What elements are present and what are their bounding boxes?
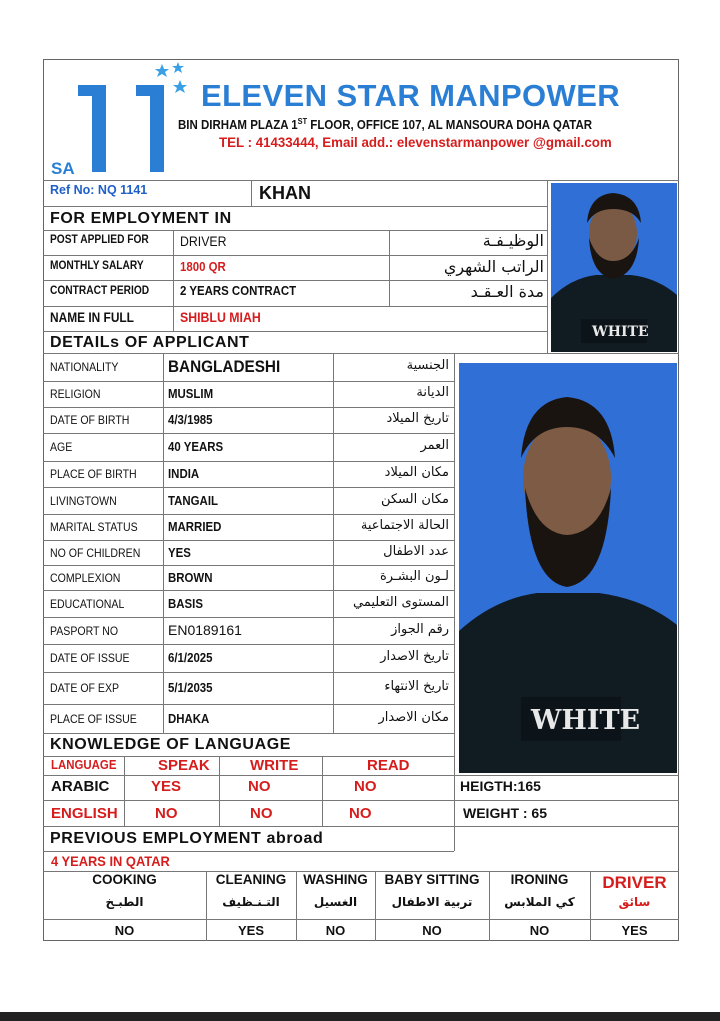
row-divider bbox=[43, 487, 454, 488]
age-label: AGE bbox=[50, 440, 73, 454]
post-applied-value: DRIVER bbox=[180, 233, 227, 249]
language-arabic-speak: YES bbox=[151, 778, 182, 795]
language-english-read: NO bbox=[349, 805, 372, 822]
place-of-birth-value: INDIA bbox=[168, 466, 200, 481]
ref-number: Ref No: NQ 1141 bbox=[50, 183, 148, 197]
date-of-issue-label: DATE OF ISSUE bbox=[50, 651, 130, 665]
skill-driver-arabic: سائق bbox=[618, 895, 651, 909]
date-of-birth-arabic: تاريخ الميلاد bbox=[386, 411, 449, 426]
row-divider bbox=[43, 407, 454, 408]
skill-baby-sitting-arabic: تربية الاطفال bbox=[391, 895, 473, 909]
skill-column-divider bbox=[206, 871, 207, 941]
language-header-speak: SPEAK bbox=[158, 757, 210, 774]
previous-employment-title: PREVIOUS EMPLOYMENT abroad bbox=[50, 830, 324, 847]
row-divider bbox=[43, 672, 454, 673]
row-divider bbox=[43, 617, 454, 618]
date-of-exp-label: DATE OF EXP bbox=[50, 681, 120, 695]
weight-value: WEIGHT : 65 bbox=[463, 805, 548, 821]
applicant-photo-small bbox=[551, 183, 677, 352]
language-english-write: NO bbox=[250, 805, 273, 822]
skill-column-divider bbox=[296, 871, 297, 941]
religion-value: MUSLIM bbox=[168, 386, 214, 401]
date-of-birth-value: 4/3/1985 bbox=[168, 412, 213, 427]
no-of-children-arabic: عدد الاطفال bbox=[383, 544, 449, 559]
skill-cleaning-label: CLEANING bbox=[215, 872, 287, 887]
skill-ironing-label: IRONING bbox=[510, 872, 569, 887]
name-label: NAME IN FULL bbox=[50, 309, 134, 325]
livingtown-value: TANGAIL bbox=[168, 493, 218, 508]
row-divider bbox=[43, 590, 454, 591]
language-header-write: WRITE bbox=[250, 757, 299, 774]
address-part2: FLOOR, OFFICE 107, AL MANSOURA DOHA QATAR bbox=[307, 118, 593, 133]
height-value: HEIGTH:165 bbox=[460, 778, 541, 794]
skill-column-divider bbox=[489, 871, 490, 941]
place-of-issue-arabic: مكان الاصدار bbox=[378, 710, 449, 725]
address-sup: ST bbox=[297, 117, 308, 126]
place-of-issue-label: PLACE OF ISSUE bbox=[50, 712, 137, 726]
skill-ironing-value: NO bbox=[529, 923, 550, 938]
nationality-value: BANGLADESHI bbox=[168, 357, 281, 376]
skill-cooking-label: COOKING bbox=[92, 872, 157, 887]
row-divider bbox=[43, 704, 454, 705]
educational-arabic: المستوى التعليمي bbox=[353, 595, 449, 610]
post-applied-label: POST APPLIED FOR bbox=[50, 232, 149, 246]
row-divider bbox=[43, 381, 454, 382]
applicant-title: DETAILs OF APPLICANT bbox=[50, 334, 250, 351]
place-of-issue-value: DHAKA bbox=[168, 711, 210, 726]
language-english-speak: NO bbox=[155, 805, 178, 822]
logo-prefix: SA bbox=[51, 159, 75, 178]
date-of-issue-arabic: تاريخ الاصدار bbox=[380, 649, 449, 664]
skill-column-divider bbox=[375, 871, 376, 941]
company-logo bbox=[48, 60, 198, 178]
skill-washing-label: WASHING bbox=[303, 872, 368, 887]
row-divider bbox=[43, 514, 454, 515]
company-name: ELEVEN STAR MANPOWER bbox=[201, 78, 621, 113]
date-of-birth-label: DATE OF BIRTH bbox=[50, 413, 130, 427]
skill-baby-sitting-label: BABY SITTING bbox=[384, 872, 480, 887]
place-of-birth-label: PLACE OF BIRTH bbox=[50, 467, 137, 481]
language-arabic-write: NO bbox=[248, 778, 271, 795]
nationality-label: NATIONALITY bbox=[50, 360, 119, 374]
religion-label: RELIGION bbox=[50, 387, 101, 401]
marital-status-label: MARITAL STATUS bbox=[50, 520, 138, 534]
contract-label: CONTRACT PERIOD bbox=[50, 283, 150, 297]
previous-employment-summary: 4 YEARS IN QATAR bbox=[51, 853, 170, 869]
date-of-exp-value: 5/1/2035 bbox=[168, 680, 213, 695]
pasport-no-arabic: رقم الجواز bbox=[391, 622, 449, 637]
small-shirt-text: WHITE bbox=[592, 324, 649, 340]
row-divider bbox=[43, 540, 454, 541]
skill-ironing-arabic: كي الملابس bbox=[504, 895, 575, 909]
educational-label: EDUCATIONAL bbox=[50, 597, 125, 611]
age-arabic: العمر bbox=[420, 438, 449, 453]
no-of-children-label: NO OF CHILDREN bbox=[50, 546, 141, 560]
pasport-no-value: EN0189161 bbox=[168, 622, 242, 638]
complexion-label: COMPLEXION bbox=[50, 571, 121, 585]
surname: KHAN bbox=[259, 183, 311, 203]
row-divider bbox=[43, 565, 454, 566]
skill-washing-value: NO bbox=[325, 923, 346, 938]
bottom-edge bbox=[0, 1012, 720, 1021]
educational-value: BASIS bbox=[168, 596, 203, 611]
skill-washing-arabic: الغسيل bbox=[313, 895, 358, 909]
date-of-exp-arabic: تاريخ الانتهاء bbox=[384, 679, 449, 694]
skill-baby-sitting-value: NO bbox=[422, 923, 442, 938]
language-header-read: READ bbox=[367, 757, 410, 774]
name-value: SHIBLU MIAH bbox=[180, 309, 261, 325]
row-divider bbox=[43, 433, 454, 434]
language-arabic-read: NO bbox=[354, 778, 377, 795]
language-english: ENGLISH bbox=[51, 805, 118, 822]
skill-cooking-arabic: الطبـخ bbox=[105, 895, 144, 909]
post-applied-arabic: الوظيـفـة bbox=[482, 231, 544, 250]
pasport-no-label: PASPORT NO bbox=[50, 624, 119, 638]
skill-driver-value: YES bbox=[621, 923, 648, 938]
complexion-value: BROWN bbox=[168, 570, 213, 585]
address-part1: BIN DIRHAM PLAZA 1 bbox=[178, 118, 298, 133]
skill-cleaning-arabic: التـنـظيف bbox=[222, 895, 280, 909]
row-divider bbox=[43, 461, 454, 462]
place-of-birth-arabic: مكان الميلاد bbox=[384, 465, 449, 480]
livingtown-arabic: مكان السكن bbox=[380, 492, 449, 507]
no-of-children-value: YES bbox=[168, 545, 191, 560]
skill-cooking-value: NO bbox=[114, 923, 135, 938]
row-divider bbox=[43, 644, 454, 645]
language-arabic: ARABIC bbox=[51, 778, 110, 795]
contract-arabic: مدة العـقـد bbox=[470, 282, 544, 301]
salary-label: MONTHLY SALARY bbox=[50, 258, 144, 272]
date-of-issue-value: 6/1/2025 bbox=[168, 650, 213, 665]
applicant-photo-large bbox=[459, 363, 677, 773]
skill-driver-label: DRIVER bbox=[602, 873, 667, 892]
salary-value: 1800 QR bbox=[180, 259, 226, 274]
employment-title: FOR EMPLOYMENT IN bbox=[50, 210, 232, 227]
contract-value: 2 YEARS CONTRACT bbox=[180, 283, 297, 298]
skill-column-divider bbox=[590, 871, 591, 941]
language-title: KNOWLEDGE OF LANGUAGE bbox=[50, 736, 292, 753]
salary-arabic: الراتب الشهري bbox=[443, 257, 544, 276]
nationality-arabic: الجنسية bbox=[406, 358, 449, 373]
age-value: 40 YEARS bbox=[168, 439, 224, 454]
large-shirt-text: WHITE bbox=[531, 705, 641, 736]
livingtown-label: LIVINGTOWN bbox=[50, 494, 117, 508]
company-contact: TEL : 41433444, Email add.: elevenstarmanpower @gmail.com bbox=[219, 134, 612, 150]
marital-status-arabic: الحالة الاجتماعية bbox=[360, 518, 449, 533]
skill-cleaning-value: YES bbox=[237, 923, 264, 938]
marital-status-value: MARRIED bbox=[168, 519, 222, 534]
language-header-language: LANGUAGE bbox=[51, 757, 117, 772]
complexion-arabic: لـون البشـرة bbox=[379, 569, 449, 584]
company-address bbox=[178, 118, 592, 132]
religion-arabic: الديانة bbox=[416, 385, 449, 400]
